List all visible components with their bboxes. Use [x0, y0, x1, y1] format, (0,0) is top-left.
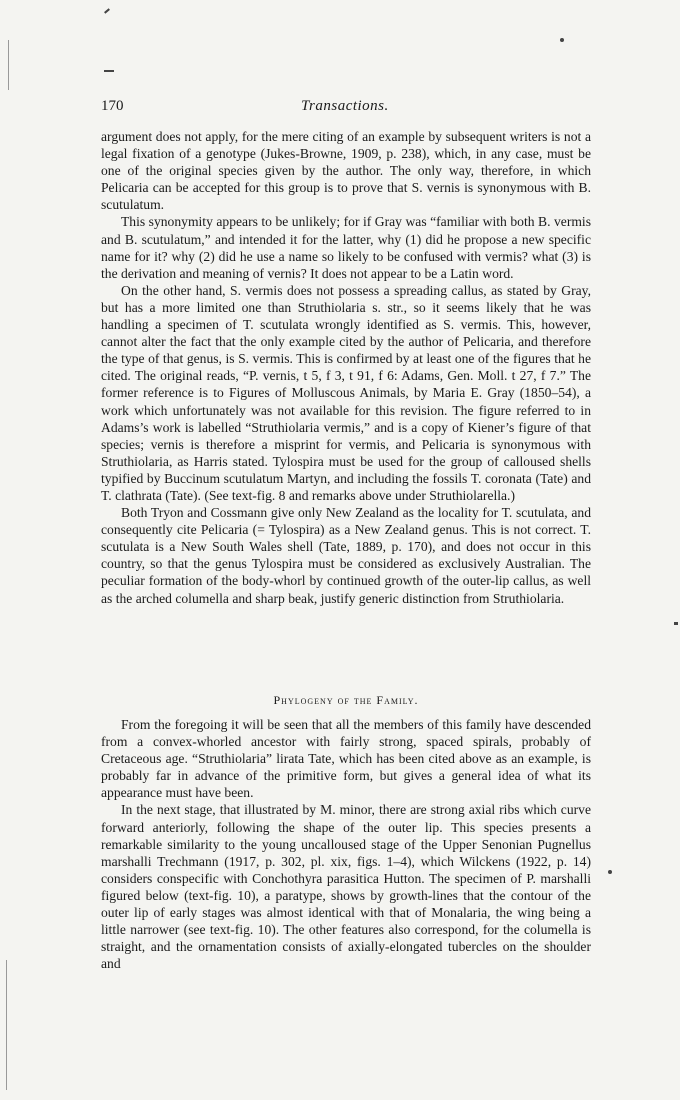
paragraph: From the foregoing it will be seen that all the members of this family have descended from a convex-whorled ancestor with fairly strong, spaced spirals, probably of Cretaceous age. “Struthiolaria” lirata Tate, which has been cited above as an example, is probably far in advance of the primitive form, but gives a general idea of what its appearance must have been.: [101, 717, 591, 801]
page-number: 170: [101, 98, 124, 114]
paragraph: On the other hand, S. vermis does not possess a spreading callus, as stated by Gray, but has a more limited one than Struthiolaria s. str., so it seems likely that he was handling a specimen of T. scutulata wrongly identified as S. vermis. This, however, cannot alter the fact that the only example cited by the author of Pelicaria, and therefore the type of that genus, is S. vermis. This is confirmed by at least one of the figures that he cited. The original reads, “P. vernis, t 5, f 3, t 91, f 6: Adams, Gen. Moll. t 27, f 7.” The former reference is to Figures of Molluscous Animals, by Maria E. Gray (1850–54), a work which unfortunately was not available for this revision. The figure referred to in Adams’s work is labelled “Struthiolaria vermis,” and is a copy of Kiener’s figure of that species; vernis is therefore a misprint for vermis, and Pelicaria is synonymous with Struthiolaria, as Harris stated. Tylospira must be used for the group of calloused shells typified by Buccinum scutulatum Martyn, and including the fossils T. coronata (Tate) and T. clathrata (Tate). (See text-fig. 8 and remarks above under Struthiolarella.): [101, 282, 591, 503]
scan-mark: [608, 870, 612, 874]
scan-mark: [8, 40, 9, 90]
scan-mark: [104, 8, 110, 13]
body-text-upper: [101, 128, 591, 607]
paragraph: Both Tryon and Cossmann give only New Zealand as the locality for T. scutulata, and consequently cite Pelicaria (= Tylospira) as a New Zealand genus. This is not correct. T. scutulata is a New South Wales shell (Tate, 1889, p. 170), and does not occur in this country, so that the genus Tylospira must be considered as exclusively Australian. The peculiar formation of the body-whorl by continued growth of the outer-lip callus, as well as the arched columella and sharp beak, justify generic distinction from Struthiolaria.: [101, 505, 591, 606]
page-header: [101, 98, 591, 118]
scan-mark: [104, 70, 114, 72]
body-text-lower: [101, 716, 591, 972]
section-heading: Phylogeny of the Family.: [273, 693, 419, 707]
paragraph: In the next stage, that illustrated by M. minor, there are strong axial ribs which curve forward anteriorly, following the shape of the outer lip. This species presents a remarkable similarity to the young uncalloused stage of the Upper Senonian Pugnellus marshalli Trechmann (1917, p. 302, pl. xix, figs. 1–4), which Wilckens (1922, p. 14) considers conspecific with Conchothyra parasitica Hutton. The specimen of P. marshalli figured below (text-fig. 10), a paratype, shows by growth-lines that the contour of the outer lip of early stages was almost identical with that of Monalaria, the wing being a little narrower (see text-fig. 10). The other features also correspond, for the columella is straight, and the ornamentation consists of axially-elongated tubercles on the shoulder and: [101, 802, 591, 972]
paragraph: argument does not apply, for the mere citing of an example by subsequent writers is not a legal fixation of a genotype (Jukes-Browne, 1909, p. 238), which, in any case, must be one of the original species given by the author. The only way, therefore, in which Pelicaria can be accepted for this group is to prove that S. vernis is synonymous with B. scutulatum.: [101, 129, 591, 213]
paragraph: This synonymity appears to be unlikely; for if Gray was “familiar with both B. vermis and B. scutulatum,” and intended it for the latter, why (1) did he propose a new specific name for it? why (2) did he use a name so likely to be confused with vermis? what (3) is the derivation and meaning of vernis? It does not appear to be a Latin word.: [101, 214, 591, 281]
running-title: Transactions.: [301, 98, 389, 114]
scan-mark: [674, 622, 678, 625]
scan-mark: [6, 960, 7, 1090]
scan-mark: [560, 38, 564, 42]
